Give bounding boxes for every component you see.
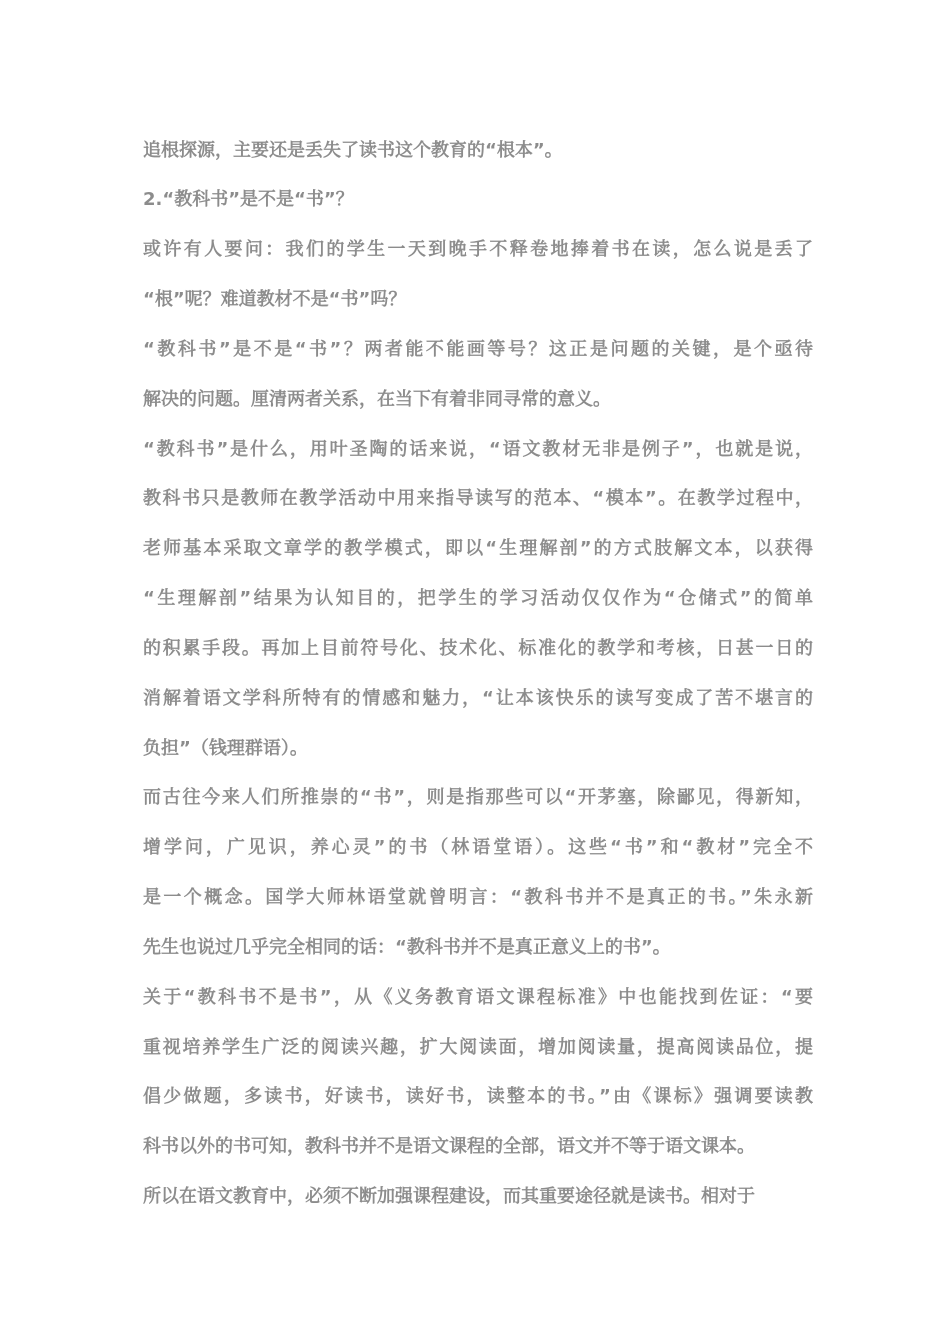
text-line: 重视培养学生广泛的阅读兴趣，扩大阅读面，增加阅读量，提高阅读品位，提 — [143, 1037, 813, 1058]
text-line: 或许有人要问：我们的学生一天到晚手不释卷地捧着书在读，怎么说是丢了 — [143, 239, 813, 260]
text-line: 老师基本采取文章学的教学模式，即以“生理解剖”的方式肢解文本，以获得 — [143, 538, 813, 559]
text-line: “教科书”是什么，用叶圣陶的话来说，“语文教材无非是例子”，也就是说， — [143, 439, 813, 460]
text-line: 所以在语文教育中，必须不断加强课程建设，而其重要途径就是读书。相对于 — [143, 1186, 755, 1207]
text-line: “生理解剖”结果为认知目的，把学生的学习活动仅仅作为“仓储式”的简单 — [143, 588, 813, 609]
text-line: 消解着语文学科所特有的情感和魅力，“让本该快乐的读写变成了苦不堪言的 — [143, 688, 813, 709]
text-line: 倡少做题，多读书，好读书，读好书，读整本的书。”由《课标》强调要读教 — [143, 1086, 813, 1107]
text-line: 而古往今来人们所推崇的“书”，则是指那些可以“开茅塞，除鄙见，得新知， — [143, 787, 813, 808]
section-heading: 2.“教科书”是不是“书”？ — [143, 189, 354, 210]
text-line: 的积累手段。再加上目前符号化、技术化、标准化的教学和考核，日甚一日的 — [143, 638, 813, 659]
text-line: 追根探源，主要还是丢失了读书这个教育的“根本”。 — [143, 140, 563, 161]
text-line: 是一个概念。国学大师林语堂就曾明言：“教科书并不是真正的书。”朱永新 — [143, 887, 813, 908]
text-line: “教科书”是不是“书”？两者能不能画等号？这正是问题的关键，是个亟待 — [143, 339, 813, 360]
text-line: 教科书只是教师在教学活动中用来指导读写的范本、“模本”。在教学过程中， — [143, 488, 813, 509]
text-line: 增学问，广见识，养心灵”的书（林语堂语）。这些“书”和“教材”完全不 — [143, 837, 813, 858]
text-line: 解决的问题。厘清两者关系，在当下有着非同寻常的意义。 — [143, 389, 611, 410]
text-line: 关于“教科书不是书”，从《义务教育语文课程标准》中也能找到佐证：“要 — [143, 987, 813, 1008]
text-line: 负担”（钱理群语）。 — [143, 738, 308, 759]
text-line: 先生也说过几乎完全相同的话：“教科书并不是真正意义上的书”。 — [143, 937, 671, 958]
text-line: 科书以外的书可知，教科书并不是语文课程的全部，语文并不等于语文课本。 — [143, 1136, 755, 1157]
text-line: “根”呢？难道教材不是“书”吗？ — [143, 289, 407, 310]
